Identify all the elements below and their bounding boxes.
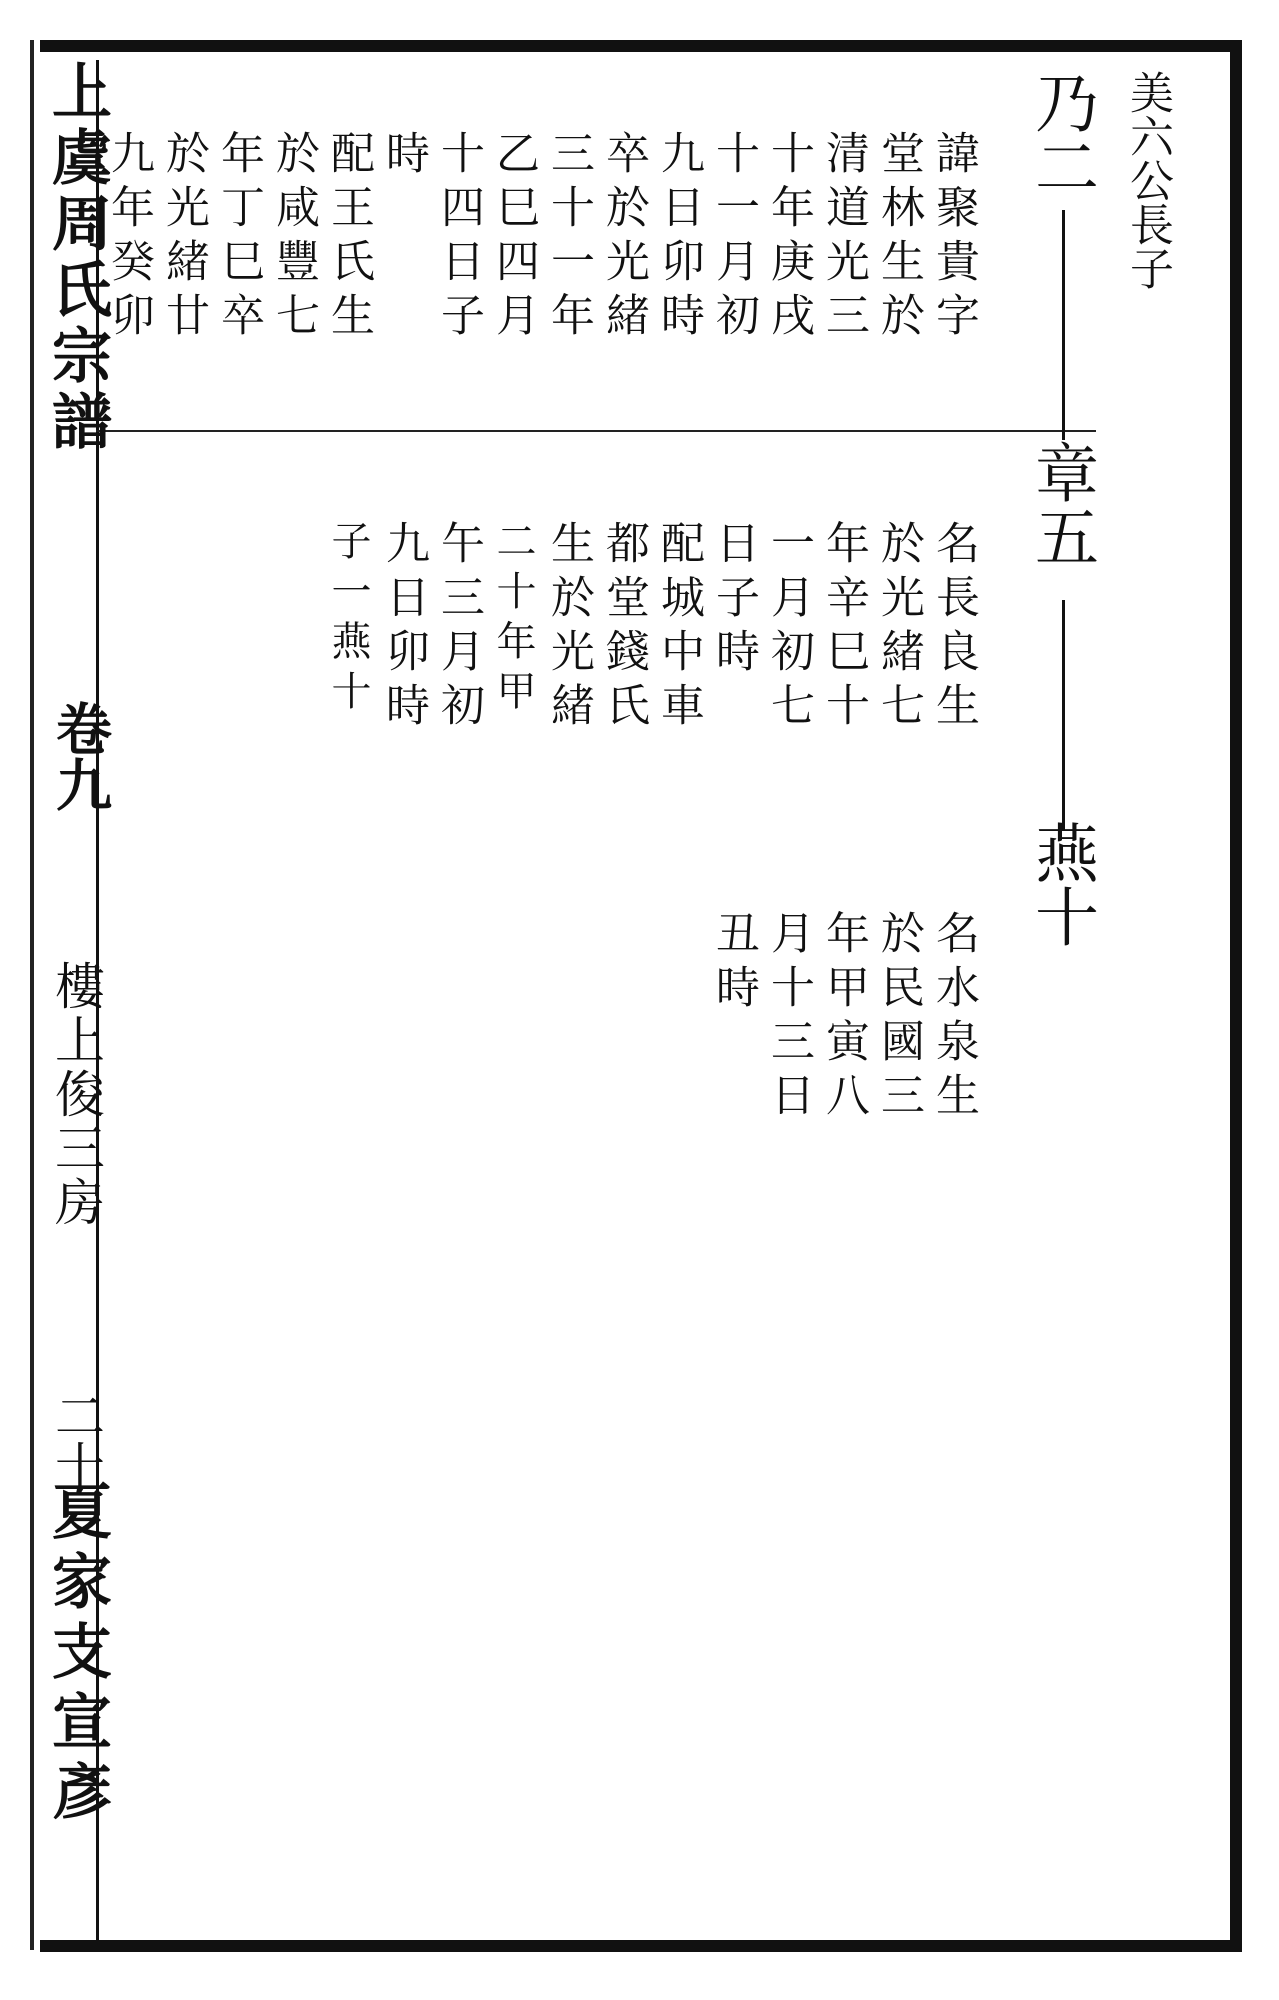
- hall-name: 夏家支宣彥: [42, 1480, 112, 1830]
- bio-column: 都堂錢氏: [598, 520, 649, 736]
- bio-column: 於光緒廿: [158, 130, 209, 346]
- bio-column: 諱聚貴字: [928, 130, 979, 346]
- person-name: 燕十: [1024, 820, 1098, 948]
- bio-column: 日子時: [708, 520, 759, 682]
- bio-column: 十四日子: [433, 130, 484, 346]
- bio-column: 清道光三: [818, 130, 869, 346]
- bio-column: 名長良生: [928, 520, 979, 736]
- bio-column: 配王氏生: [323, 130, 374, 346]
- bio-column: 丑時: [708, 910, 759, 1018]
- bio-column: 九年癸卯: [103, 130, 154, 346]
- book-title: 上虞周氏宗譜: [42, 60, 112, 456]
- frame-top-border: [40, 40, 1240, 52]
- bio-column: 年丁巳卒: [213, 130, 264, 346]
- page-number: 二十: [47, 1390, 105, 1490]
- bio-column: 十一月初: [708, 130, 759, 346]
- bio-column: 九日卯時: [378, 520, 429, 736]
- bio-column: 時: [378, 130, 429, 184]
- bio-column: 年甲寅八: [818, 910, 869, 1126]
- bio-column: 年辛巳十: [818, 520, 869, 736]
- lineage-heading: 美六公長子: [1122, 70, 1173, 290]
- bio-column: 二十年甲: [490, 520, 536, 720]
- bio-column: 卒於光緒: [598, 130, 649, 346]
- bio-column: 配城中車: [653, 520, 704, 736]
- volume-label: 卷九: [47, 700, 113, 812]
- bio-column: 子一燕十: [325, 520, 371, 720]
- person-bio: [925, 130, 981, 430]
- bio-column: 於民國三: [873, 910, 924, 1126]
- bio-column: 堂林生於: [873, 130, 924, 346]
- bio-column: 名水泉生: [928, 910, 979, 1126]
- frame-right-border: [1230, 40, 1242, 1952]
- bio-column: 生於光緒: [543, 520, 594, 736]
- bio-column: 於光緒七: [873, 520, 924, 736]
- frame-bottom-border: [40, 1940, 1240, 1952]
- branch-label: 樓上俊三房: [47, 960, 105, 1230]
- generation-line: [1062, 600, 1065, 830]
- person-name: 乃二: [1024, 70, 1098, 198]
- bio-column: 午三月初: [433, 520, 484, 736]
- person-name: 章五: [1024, 440, 1098, 568]
- bio-column: 九日卯時: [653, 130, 704, 346]
- bio-column: 乙巳四月: [488, 130, 539, 346]
- generation-divider: [96, 430, 1096, 432]
- bio-column: 月十三日: [763, 910, 814, 1126]
- bio-column: 十年庚戌: [763, 130, 814, 346]
- bio-column: 一月初七: [763, 520, 814, 736]
- bio-column: 於咸豐七: [268, 130, 319, 346]
- bio-column: 三十一年: [543, 130, 594, 346]
- generation-line: [1062, 210, 1065, 440]
